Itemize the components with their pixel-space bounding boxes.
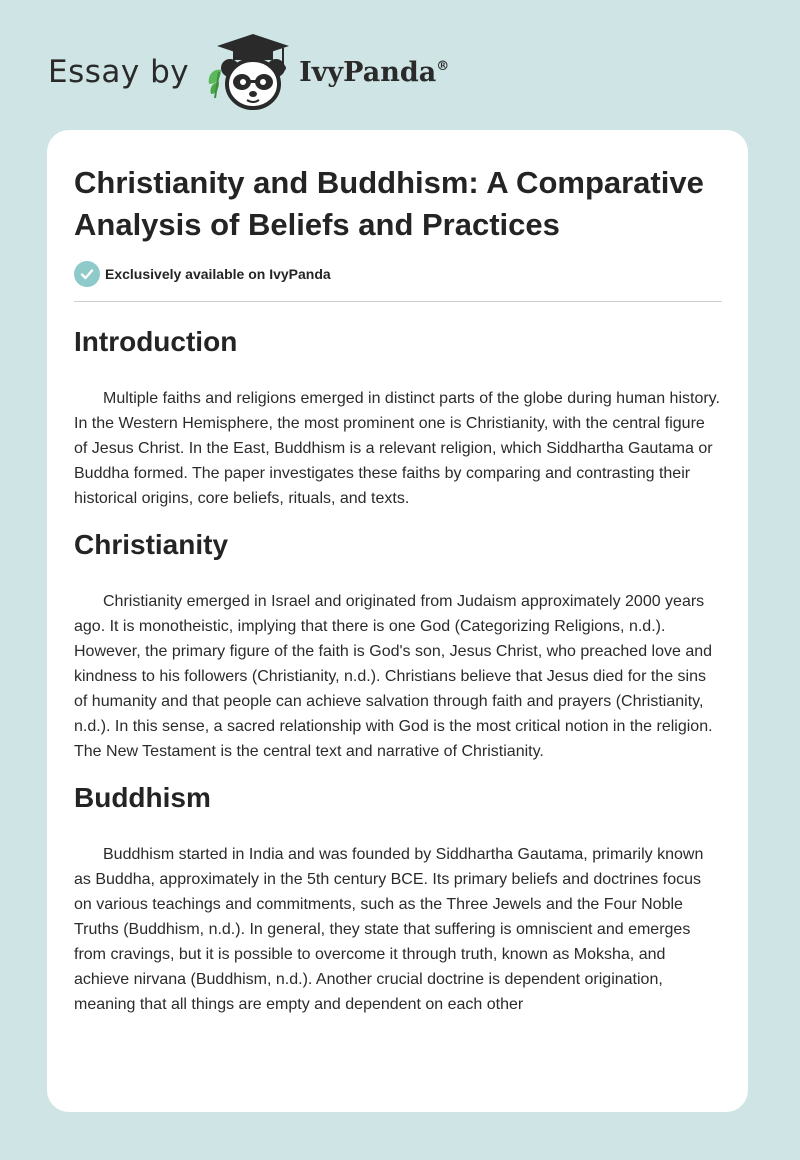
- section-christianity: [74, 525, 722, 764]
- essay-card: [47, 130, 748, 1112]
- exclusive-badge: [74, 260, 722, 288]
- badge-label: Exclusively available on IvyPanda: [105, 266, 331, 282]
- section-introduction: [74, 322, 722, 511]
- section-heading: Buddhism: [74, 782, 211, 813]
- section-paragraph: Multiple faiths and religions emerged in distinct parts of the globe during human history. In the Western Hemisphere, the most prominent one is Christianity, with the central figure of Jesus Christ. In the East, Buddhism is a relevant religion, which Siddhartha Gautama or Buddha formed. The paper investigates these faiths by comparing and contrasting their historical origins, core beliefs, rituals, and texts.: [74, 390, 720, 507]
- section-heading: Christianity: [74, 529, 229, 560]
- section-heading: Introduction: [74, 326, 238, 357]
- brand-name: IvyPanda®: [299, 56, 450, 88]
- panda-graduate-icon: [203, 32, 295, 112]
- check-icon: [74, 261, 100, 287]
- registered-mark: ®: [436, 58, 450, 74]
- divider: [74, 301, 722, 302]
- section-paragraph: Buddhism started in India and was founded by Siddhartha Gautama, primarily known as Buddha, approximately in the 5th century BCE. Its primary beliefs and doctrines focus on various teachings and commitments, such as the Three Jewels and the Four Noble Truths (Buddhism, n.d.). In general, they state that suffering is omniscient and emerges from cravings, but it is possible to overcome it through truth, known as Moksha, and achieve nirvana (Buddhism, n.d.). Another crucial doctrine is dependent origination, meaning that all things are empty and dependent on each other: [74, 846, 704, 1013]
- page-title: Christianity and Buddhism: A Comparative Analysis of Beliefs and Practices: [74, 165, 704, 242]
- section-paragraph: Christianity emerged in Israel and originated from Judaism approximately 2000 years ago. It is monotheistic, implying that there is one God (Categorizing Religions, n.d.). However, the primary figure of the faith is God's son, Jesus Christ, who preached love and kindness to his followers (Christianity, n.d.). Christians believe that Jesus died for the sins of humanity and that people can achieve salvation through faith and prayers (Christianity, n.d.). In this sense, a sacred relationship with God is the most critical notion in the religion. The New Testament is the central text and narrative of Christianity.: [74, 593, 713, 760]
- logo-prefix: Essay by: [48, 54, 190, 90]
- section-buddhism: [74, 778, 722, 1017]
- site-logo[interactable]: [48, 32, 449, 112]
